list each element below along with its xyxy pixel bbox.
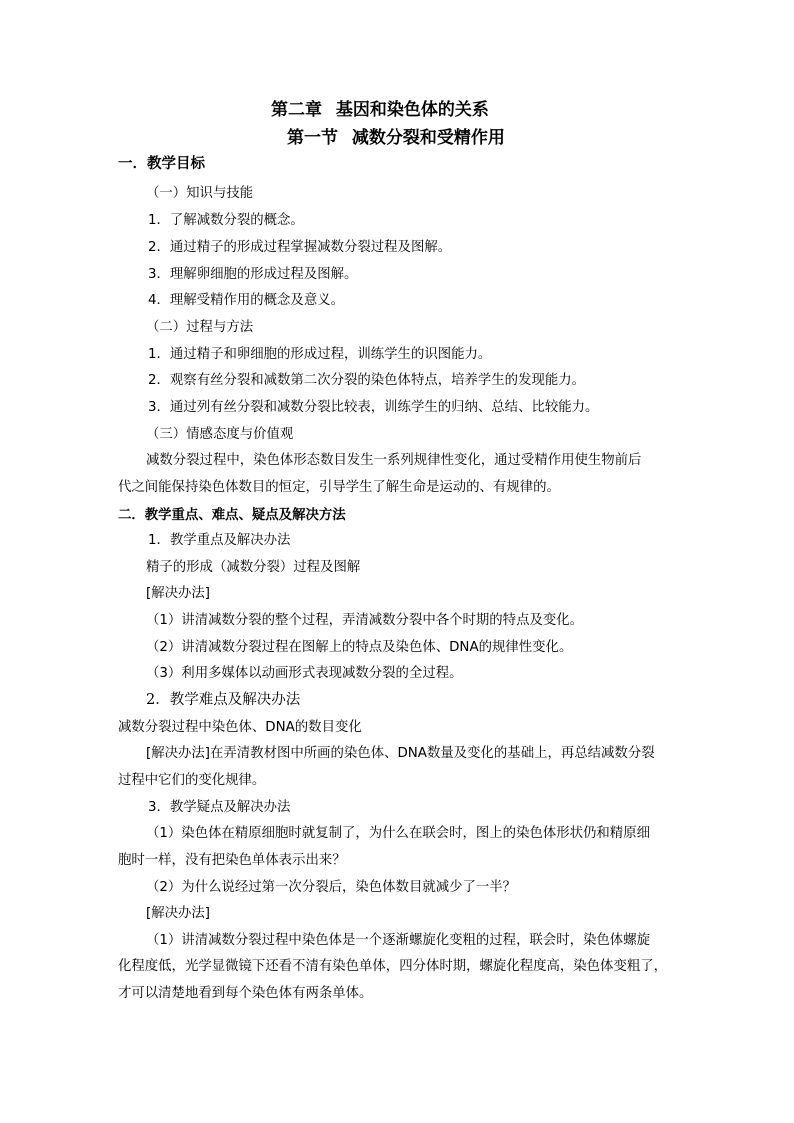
subheading-attitude: （三）情感态度与价值观 (146, 427, 294, 442)
objective-item: 1．了解减数分裂的概念。 (148, 213, 304, 228)
method-item: （3）利用多媒体以动画形式表现减数分裂的全过程。 (146, 666, 463, 681)
objective-item: 3．理解卵细胞的形成过程及图解。 (148, 267, 358, 282)
subheading-key-point: 1．教学重点及解决办法 (148, 533, 291, 548)
method-label: [解决办法] (146, 586, 211, 601)
method-item: （1）讲清减数分裂的整个过程，弄清减数分裂中各个时期的特点及变化。 (146, 613, 584, 628)
method-label: [解决办法] (146, 906, 211, 921)
section-title: 第一节 减数分裂和受精作用 (287, 128, 505, 148)
paragraph-line: （2）为什么说经过第一次分裂后，染色体数目就减少了一半？ (146, 880, 517, 895)
paragraph-line: 胞时一样，没有把染色单体表示出来？ (118, 853, 346, 868)
difficulty-topic: 减数分裂过程中染色体、DNA的数目变化 (118, 720, 362, 735)
key-point-topic: 精子的形成（减数分裂）过程及图解 (146, 560, 361, 575)
section-heading-key-points: 二．教学重点、难点、疑点及解决方法 (118, 507, 346, 523)
objective-item: 1．通过精子和卵细胞的形成过程，训练学生的识图能力。 (148, 347, 492, 362)
objective-item: 4．理解受精作用的概念及意义。 (148, 293, 344, 308)
paragraph-line: [解决办法]在弄清教材图中所画的染色体、DNA数量及变化的基础上，再总结减数分裂 (146, 746, 655, 761)
subheading-doubt: 3．教学疑点及解决办法 (148, 800, 291, 815)
paragraph-line: 代之间能保持染色体数目的恒定，引导学生了解生命是运动的、有规律的。 (118, 480, 560, 495)
objective-item: 2．观察有丝分裂和减数第二次分裂的染色体特点，培养学生的发现能力。 (148, 373, 586, 388)
paragraph-line: 过程中它们的变化规律。 (118, 773, 266, 788)
method-item: （2）讲清减数分裂过程在图解上的特点及染色体、DNA的规律性变化。 (146, 640, 573, 655)
subheading-process: （二）过程与方法 (146, 320, 254, 335)
paragraph-line: （1）染色体在精原细胞时就复制了，为什么在联会时，图上的染色体形状仍和精原细 (146, 826, 650, 841)
section-heading-objectives: 一．教学目标 (118, 155, 205, 172)
objective-item: 2．通过精子的形成过程掌握减数分裂过程及图解。 (148, 240, 452, 255)
objective-item: 3．通过列有丝分裂和减数分裂比较表，训练学生的归纳、总结、比较能力。 (148, 400, 599, 415)
paragraph-line: 才可以清楚地看到每个染色体有两条单体。 (118, 986, 373, 1001)
subheading-knowledge: （一）知识与技能 (146, 186, 254, 201)
paragraph-line: （1）讲清减数分裂过程中染色体是一个逐渐螺旋化变粗的过程，联会时，染色体螺旋 (146, 933, 650, 948)
subheading-difficulty: 2．教学难点及解决办法 (146, 692, 301, 708)
paragraph-line: 减数分裂过程中，染色体形态数目发生一系列规律性变化，通过受精作用使生物前后 (146, 453, 642, 468)
chapter-title: 第二章 基因和染色体的关系 (271, 100, 489, 120)
paragraph-line: 化程度低，光学显微镜下还看不清有染色单体，四分体时期，螺旋化程度高，染色体变粗了， (118, 959, 668, 974)
